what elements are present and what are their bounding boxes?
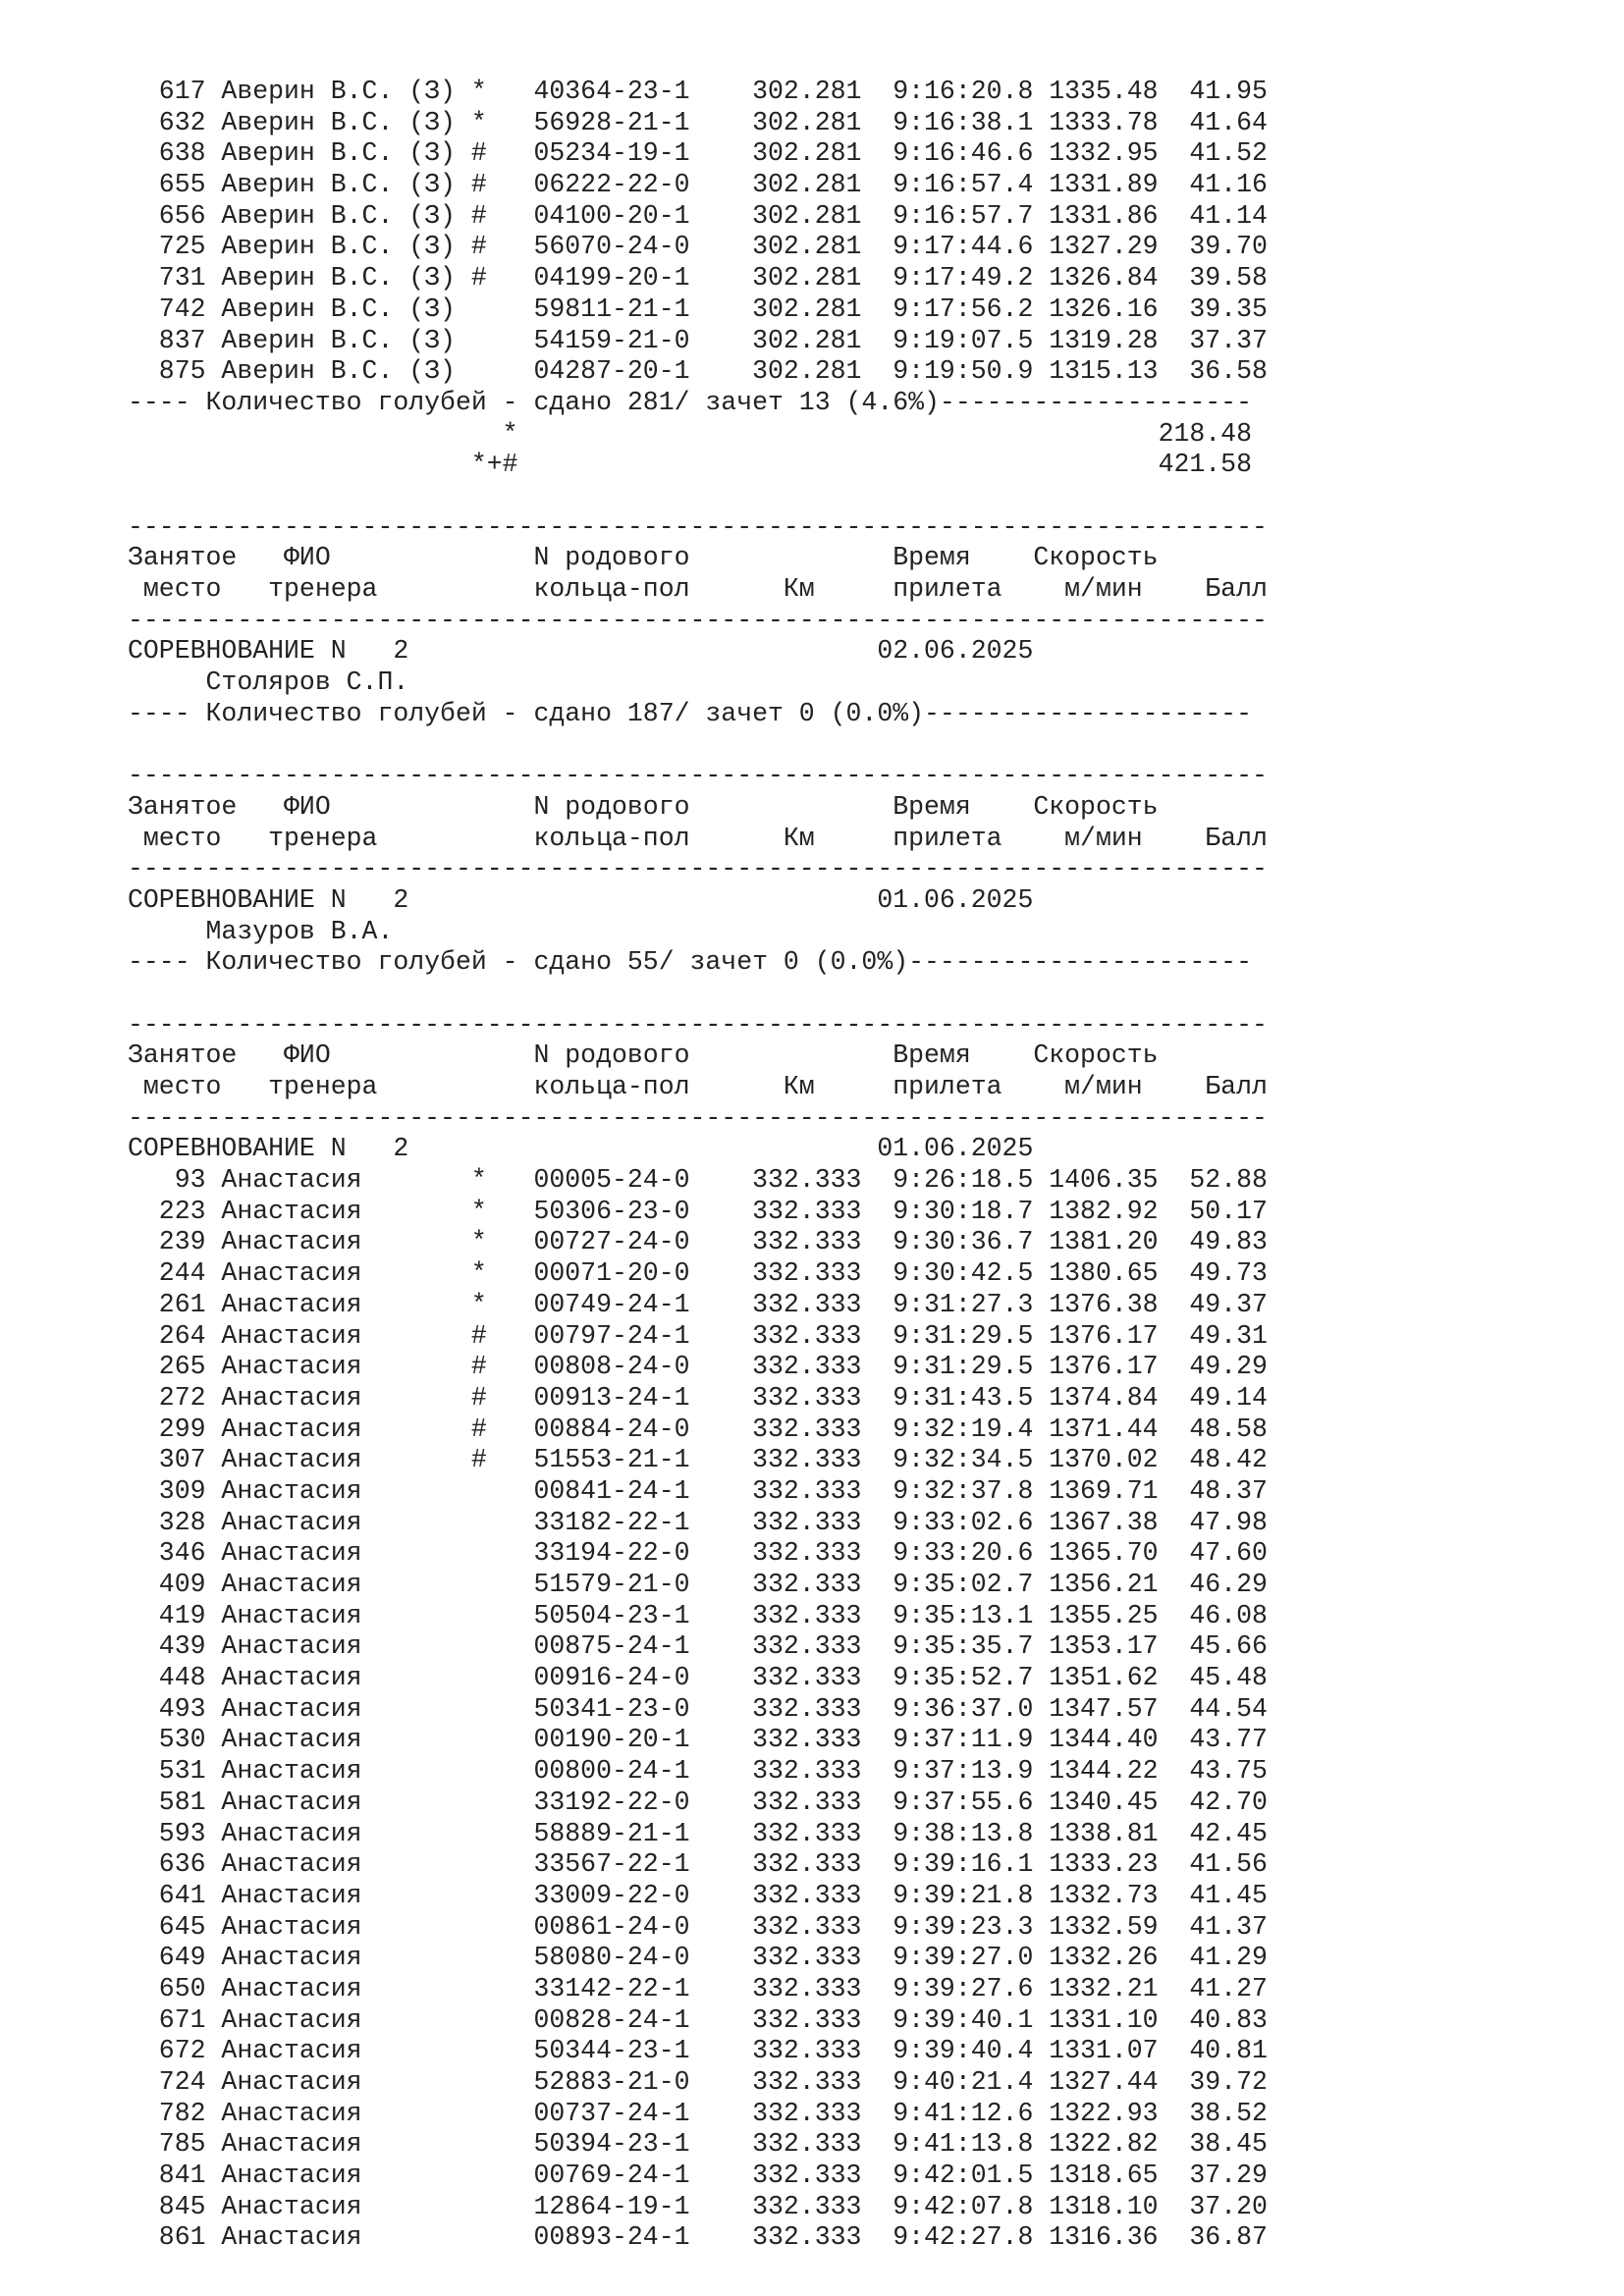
result-row: 617 Аверин В.С. (З) * 40364-23-1 302.281 9:16:20.8 1335.48 41.95 — [128, 77, 1268, 106]
result-row: 239 Анастасия * 00727-24-0 332.333 9:30:36.7 1381.20 49.83 — [128, 1227, 1268, 1257]
blank-line — [128, 979, 1502, 1010]
result-row: 650 Анастасия 33142-22-1 332.333 9:39:27.6 1332.21 41.27 — [128, 1973, 1268, 2003]
section-stolyarov — [128, 512, 1502, 762]
summary-line: ---- Количество голубей - сдано 281/ зачет 13 (4.6%)-------------------- — [128, 387, 1252, 417]
result-row: 307 Анастасия # 51553-21-1 332.333 9:32:34.5 1370.02 48.42 — [128, 1445, 1268, 1475]
summary-line: ---- Количество голубей - сдано 187/ зачет 0 (0.0%)--------------------- — [128, 698, 1252, 728]
competition-title: СОРЕВНОВАНИЕ N 2 02.06.2025 — [128, 636, 1034, 667]
result-row: 531 Анастасия 00800-24-1 332.333 9:37:13.9 1344.22 43.75 — [128, 1756, 1268, 1787]
blank-line — [128, 729, 1502, 761]
result-row: 409 Анастасия 51579-21-0 332.333 9:35:02.7 1356.21 46.29 — [128, 1570, 1268, 1599]
result-row: 309 Анастасия 00841-24-1 332.333 9:32:37.8 1369.71 48.37 — [128, 1475, 1268, 1506]
result-row: 672 Анастасия 50344-23-1 332.333 9:39:40.4 1331.07 40.81 — [128, 2036, 1268, 2066]
result-row: 244 Анастасия * 00071-20-0 332.333 9:30:42.5 1380.65 49.73 — [128, 1258, 1268, 1289]
section-mazurov — [128, 761, 1502, 1010]
column-header: Занятое ФИО N родового Время Скорость — [128, 543, 1159, 573]
result-row: 725 Аверин В.С. (З) # 56070-24-0 302.281 9:17:44.6 1327.29 39.70 — [128, 232, 1268, 262]
result-row: 731 Аверин В.С. (З) # 04199-20-1 302.281 9:17:49.2 1326.84 39.58 — [128, 263, 1268, 294]
result-row: 581 Анастасия 33192-22-0 332.333 9:37:55.6 1340.45 42.70 — [128, 1787, 1268, 1817]
summary-line: ---- Количество голубей - сдано 55/ зачет 0 (0.0%)---------------------- — [128, 947, 1252, 978]
competition-title: СОРЕВНОВАНИЕ N 2 01.06.2025 — [128, 884, 1034, 915]
separator-line: ------------------------------------------------------------------------- — [128, 1102, 1268, 1133]
column-header: место тренера кольца-пол Км прилета м/мин Балл — [128, 1072, 1268, 1101]
trainer-name: Мазуров В.А. — [128, 916, 394, 946]
total-line: *+# 421.58 — [128, 450, 1252, 480]
separator-line: ------------------------------------------------------------------------- — [128, 761, 1268, 791]
column-header: Занятое ФИО N родового Время Скорость — [128, 1041, 1159, 1071]
blank-line — [128, 481, 1502, 512]
section-averin — [128, 77, 1502, 512]
result-row: 530 Анастасия 00190-20-1 332.333 9:37:11.9 1344.40 43.77 — [128, 1725, 1268, 1755]
result-row: 223 Анастасия * 50306-23-0 332.333 9:30:18.7 1382.92 50.17 — [128, 1196, 1268, 1226]
result-row: 448 Анастасия 00916-24-0 332.333 9:35:52.7 1351.62 45.48 — [128, 1663, 1268, 1693]
result-row: 645 Анастасия 00861-24-0 332.333 9:39:23.3 1332.59 41.37 — [128, 1911, 1268, 1942]
total-line: * 218.48 — [128, 418, 1252, 449]
result-row: 742 Аверин В.С. (З) 59811-21-1 302.281 9:17:56.2 1326.16 39.35 — [128, 294, 1268, 324]
result-row: 264 Анастасия # 00797-24-1 332.333 9:31:29.5 1376.17 49.31 — [128, 1320, 1268, 1351]
result-row: 638 Аверин В.С. (З) # 05234-19-1 302.281 9:16:46.6 1332.95 41.52 — [128, 138, 1268, 169]
result-row: 782 Анастасия 00737-24-1 332.333 9:41:12.6 1322.93 38.52 — [128, 2098, 1268, 2128]
column-header: место тренера кольца-пол Км прилета м/мин Балл — [128, 823, 1268, 853]
result-row: 641 Анастасия 33009-22-0 332.333 9:39:21.8 1332.73 41.45 — [128, 1880, 1268, 1910]
result-row: 299 Анастасия # 00884-24-0 332.333 9:32:19.4 1371.44 48.58 — [128, 1414, 1268, 1444]
result-row: 593 Анастасия 58889-21-1 332.333 9:38:13.8 1338.81 42.45 — [128, 1818, 1268, 1848]
result-row: 419 Анастасия 50504-23-1 332.333 9:35:13.1 1355.25 46.08 — [128, 1600, 1268, 1630]
separator-line: ------------------------------------------------------------------------- — [128, 605, 1268, 635]
trainer-name: Столяров С.П. — [128, 667, 409, 698]
result-row: 493 Анастасия 50341-23-0 332.333 9:36:37.0 1347.57 44.54 — [128, 1693, 1268, 1724]
result-row: 875 Аверин В.С. (З) 04287-20-1 302.281 9:19:50.9 1315.13 36.58 — [128, 356, 1268, 387]
result-row: 261 Анастасия * 00749-24-1 332.333 9:31:27.3 1376.38 49.37 — [128, 1289, 1268, 1319]
result-row: 671 Анастасия 00828-24-1 332.333 9:39:40.1 1331.10 40.83 — [128, 2004, 1268, 2035]
separator-line: ------------------------------------------------------------------------- — [128, 854, 1268, 884]
result-row: 632 Аверин В.С. (З) * 56928-21-1 302.281 9:16:38.1 1333.78 41.64 — [128, 107, 1268, 137]
result-row: 439 Анастасия 00875-24-1 332.333 9:35:35.7 1353.17 45.66 — [128, 1631, 1268, 1662]
result-row: 636 Анастасия 33567-22-1 332.333 9:39:16.1 1333.23 41.56 — [128, 1849, 1268, 1880]
result-row: 328 Анастасия 33182-22-1 332.333 9:33:02.6 1367.38 47.98 — [128, 1507, 1268, 1537]
result-row: 837 Аверин В.С. (З) 54159-21-0 302.281 9:19:07.5 1319.28 37.37 — [128, 325, 1268, 355]
result-row: 346 Анастасия 33194-22-0 332.333 9:33:20.6 1365.70 47.60 — [128, 1538, 1268, 1569]
column-header: место тренера кольца-пол Км прилета м/мин Балл — [128, 574, 1268, 604]
result-row: 656 Аверин В.С. (З) # 04100-20-1 302.281 9:16:57.7 1331.86 41.14 — [128, 200, 1268, 231]
result-row: 655 Аверин В.С. (З) # 06222-22-0 302.281 9:16:57.4 1331.89 41.16 — [128, 170, 1268, 200]
competition-title: СОРЕВНОВАНИЕ N 2 01.06.2025 — [128, 1134, 1034, 1164]
results-document — [128, 77, 1502, 2254]
result-row: 93 Анастасия * 00005-24-0 332.333 9:26:18.5 1406.35 52.88 — [128, 1165, 1268, 1196]
result-row: 861 Анастасия 00893-24-1 332.333 9:42:27.8 1316.36 36.87 — [128, 2222, 1268, 2253]
separator-line: ------------------------------------------------------------------------- — [128, 511, 1268, 542]
section-anastasia — [128, 1010, 1502, 2255]
result-row: 649 Анастасия 58080-24-0 332.333 9:39:27.0 1332.26 41.29 — [128, 1943, 1268, 1973]
result-row: 785 Анастасия 50394-23-1 332.333 9:41:13.8 1322.82 38.45 — [128, 2129, 1268, 2160]
result-row: 272 Анастасия # 00913-24-1 332.333 9:31:43.5 1374.84 49.14 — [128, 1382, 1268, 1413]
separator-line: ------------------------------------------------------------------------- — [128, 1009, 1268, 1040]
result-row: 724 Анастасия 52883-21-0 332.333 9:40:21.4 1327.44 39.72 — [128, 2067, 1268, 2097]
result-row: 841 Анастасия 00769-24-1 332.333 9:42:01.5 1318.65 37.29 — [128, 2161, 1268, 2191]
result-row: 845 Анастасия 12864-19-1 332.333 9:42:07.8 1318.10 37.20 — [128, 2191, 1268, 2221]
column-header: Занятое ФИО N родового Время Скорость — [128, 791, 1159, 822]
result-row: 265 Анастасия # 00808-24-0 332.333 9:31:29.5 1376.17 49.29 — [128, 1352, 1268, 1382]
